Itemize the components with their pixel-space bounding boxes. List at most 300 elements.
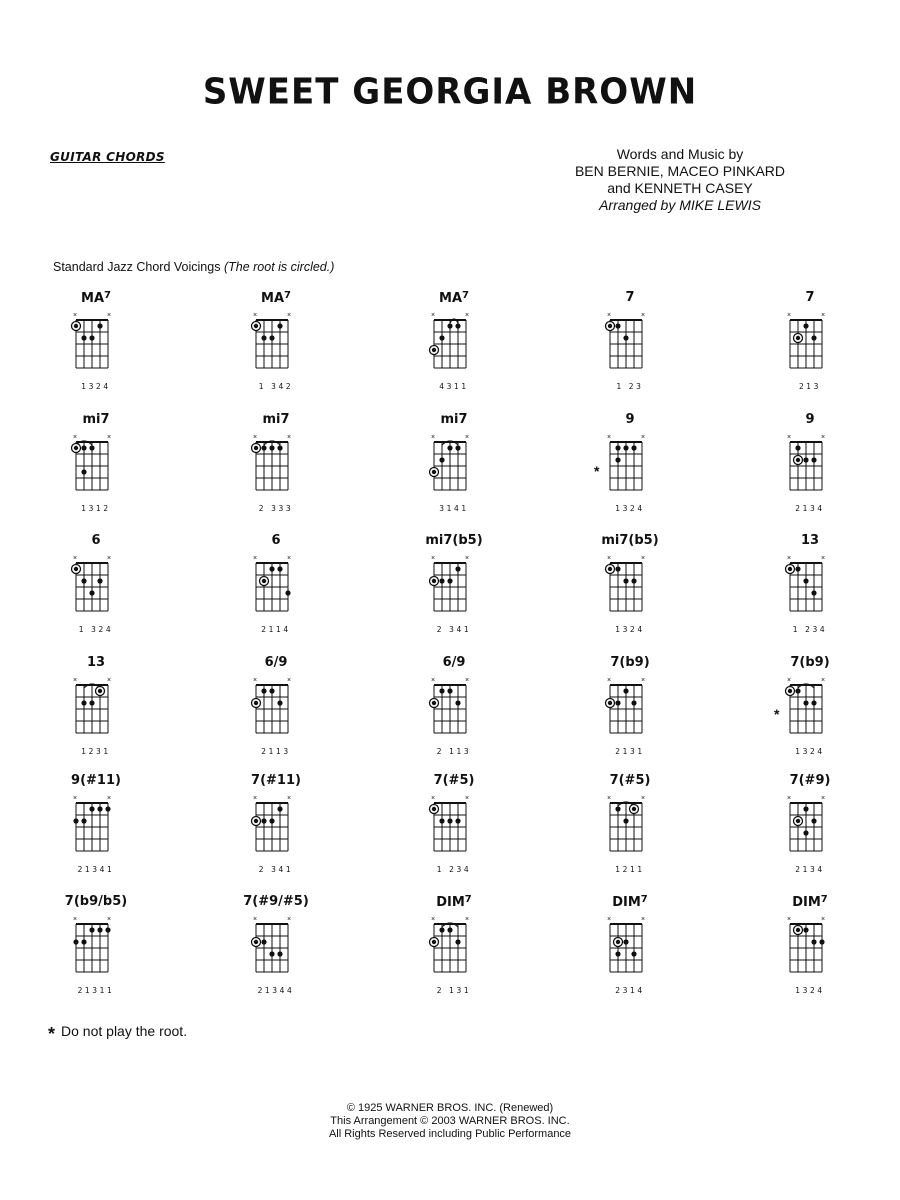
mute-marker: ×: [286, 312, 292, 319]
root-note-dot: [796, 458, 800, 462]
chord-diagram: [384, 773, 524, 893]
mute-marker: ×: [464, 795, 470, 802]
mute-marker: ×: [72, 677, 78, 684]
root-note-dot: [608, 567, 612, 571]
root-note-dot: [796, 819, 800, 823]
chord-name-text: 7(#9): [789, 773, 831, 788]
finger-dot: [269, 335, 274, 340]
fretboard-diagram: [740, 912, 880, 988]
chord-name-text: 13: [86, 655, 106, 670]
chord-name-superscript: 7: [104, 290, 111, 301]
chord-diagram: [560, 773, 700, 893]
fingering-numbers: 21341: [77, 865, 115, 874]
mute-marker: ×: [286, 555, 292, 562]
credits-composers: and KENNETH CASEY: [607, 180, 753, 196]
finger-dot: [261, 445, 266, 450]
finger-dot: [623, 335, 628, 340]
chord-diagram: [206, 290, 346, 410]
mute-marker: ×: [640, 434, 646, 441]
fingering-numbers: 1 342: [258, 382, 294, 391]
finger-dot: [277, 445, 282, 450]
no-root-asterisk: *: [774, 706, 780, 722]
credits-line: Words and Music by: [616, 146, 744, 162]
chord-diagram: [26, 894, 166, 1014]
mute-marker: ×: [464, 312, 470, 319]
chord-diagram: [206, 412, 346, 532]
fingering-numbers: 1 234: [436, 865, 472, 874]
mute-marker: ×: [786, 434, 792, 441]
copyright-line: © 1925 WARNER BROS. INC. (Renewed): [346, 1102, 554, 1114]
chord-name-text: DIM: [436, 895, 465, 910]
finger-dot: [439, 578, 444, 583]
fingering-numbers: 21311: [77, 986, 115, 995]
finger-dot: [269, 688, 274, 693]
finger-dot: [803, 700, 808, 705]
mute-marker: ×: [430, 677, 436, 684]
fingering-numbers: 1324: [81, 382, 111, 391]
finger-dot: [615, 700, 620, 705]
finger-dot: [615, 951, 620, 956]
subtitle-note: (The root is circled.): [223, 260, 335, 274]
fretboard-diagram: [206, 673, 346, 749]
chord-name: [384, 412, 524, 427]
chord-name: [26, 894, 166, 909]
chord-name: [560, 290, 700, 305]
finger-dot: [447, 578, 452, 583]
mute-marker: ×: [252, 434, 258, 441]
finger-dot: [277, 323, 282, 328]
chord-diagram: [26, 773, 166, 893]
chord-name: [740, 290, 880, 305]
finger-dot: [811, 457, 816, 462]
chord-diagram: [740, 533, 880, 653]
mute-marker: ×: [106, 434, 112, 441]
finger-dot: [631, 445, 636, 450]
finger-dot: [89, 335, 94, 340]
finger-dot: [631, 951, 636, 956]
fretboard-diagram: [206, 912, 346, 988]
fretboard-diagram: [26, 912, 166, 988]
mute-marker: ×: [106, 312, 112, 319]
fretboard-diagram: [26, 673, 166, 749]
fingering-numbers: 2 131: [436, 986, 472, 995]
root-note-dot: [432, 940, 436, 944]
root-note-dot: [608, 701, 612, 705]
finger-dot: [447, 688, 452, 693]
chord-diagram: [384, 412, 524, 532]
mute-marker: ×: [606, 677, 612, 684]
chord-name: [26, 533, 166, 548]
root-note-dot: [74, 324, 78, 328]
finger-dot: [803, 830, 808, 835]
footnote: [48, 1020, 188, 1044]
chord-name: [560, 773, 700, 788]
fretboard-diagram: [206, 430, 346, 506]
chord-name: [206, 412, 346, 427]
fingering-numbers: 1 23: [616, 382, 644, 391]
root-note-dot: [608, 324, 612, 328]
fretboard-diagram: [26, 430, 166, 506]
chord-name-superscript: 7: [820, 894, 828, 905]
chord-name-text: 6/9: [264, 655, 288, 670]
fingering-numbers: 21344: [257, 986, 295, 995]
chord-name: [206, 655, 346, 670]
finger-dot: [81, 469, 86, 474]
finger-dot: [811, 335, 816, 340]
chord-name-text: mi7: [262, 412, 290, 427]
chord-name: [206, 533, 346, 548]
finger-dot: [795, 688, 800, 693]
fingering-numbers: 1 234: [792, 625, 828, 634]
chord-name: [560, 533, 700, 548]
finger-dot: [269, 566, 274, 571]
root-note-dot: [254, 701, 258, 705]
finger-dot: [105, 927, 110, 932]
fretboard-diagram: [560, 673, 700, 749]
finger-dot: [73, 939, 78, 944]
chord-name-text: DIM: [612, 895, 641, 910]
finger-dot: [455, 445, 460, 450]
mute-marker: ×: [820, 312, 826, 319]
root-note-dot: [254, 446, 258, 450]
chord-diagram: [740, 290, 880, 410]
chord-diagram: [26, 533, 166, 653]
mute-marker: ×: [606, 434, 612, 441]
finger-dot: [89, 806, 94, 811]
root-note-dot: [616, 940, 620, 944]
chord-name-text: 7: [805, 290, 815, 305]
mute-marker: ×: [72, 434, 78, 441]
finger-dot: [97, 578, 102, 583]
finger-dot: [623, 578, 628, 583]
finger-dot: [615, 445, 620, 450]
finger-dot: [447, 818, 452, 823]
mute-marker: ×: [786, 312, 792, 319]
fingering-numbers: 2 341: [436, 625, 472, 634]
chord-name: [740, 533, 880, 548]
mute-marker: ×: [820, 677, 826, 684]
fretboard-diagram: [26, 791, 166, 867]
mute-marker: ×: [72, 555, 78, 562]
finger-dot: [811, 939, 816, 944]
root-note-dot: [788, 567, 792, 571]
finger-dot: [615, 457, 620, 462]
fingering-numbers: 1324: [795, 986, 825, 995]
root-note-dot: [432, 701, 436, 705]
finger-dot: [811, 818, 816, 823]
fretboard-diagram: [560, 912, 700, 988]
finger-dot: [623, 939, 628, 944]
mute-marker: ×: [252, 795, 258, 802]
finger-dot: [623, 688, 628, 693]
mute-marker: ×: [430, 434, 436, 441]
mute-marker: ×: [252, 677, 258, 684]
chord-name-text: 7(b9/b5): [64, 894, 128, 909]
mute-marker: ×: [252, 916, 258, 923]
fingering-numbers: 3141: [439, 504, 469, 513]
chord-diagram: [560, 412, 700, 532]
copyright-line: All Rights Reserved including Public Performance: [328, 1128, 572, 1140]
fingering-numbers: 2134: [795, 504, 825, 513]
fingering-numbers: 1324: [795, 747, 825, 756]
fingering-numbers: 1324: [615, 504, 645, 513]
chord-name: [206, 290, 346, 306]
chord-diagram: [384, 533, 524, 653]
chord-diagram: [26, 655, 166, 775]
root-note-dot: [254, 819, 258, 823]
mute-marker: ×: [72, 795, 78, 802]
fretboard-diagram: [740, 551, 880, 627]
finger-dot: [447, 323, 452, 328]
mute-marker: ×: [430, 555, 436, 562]
finger-dot: [631, 578, 636, 583]
fingering-numbers: 2131: [615, 747, 645, 756]
chord-name: [26, 655, 166, 670]
root-note-dot: [796, 336, 800, 340]
mute-marker: ×: [252, 312, 258, 319]
chord-name-superscript: 7: [462, 290, 469, 301]
root-note-dot: [432, 348, 436, 352]
finger-dot: [81, 445, 86, 450]
mute-marker: ×: [464, 434, 470, 441]
fingering-numbers: 1 324: [78, 625, 114, 634]
finger-dot: [285, 590, 290, 595]
credits-block: [510, 146, 850, 214]
mute-marker: ×: [786, 795, 792, 802]
copyright-block: [0, 1102, 900, 1141]
finger-dot: [81, 939, 86, 944]
finger-dot: [105, 806, 110, 811]
chord-name-text: 9(#11): [71, 773, 121, 788]
fingering-numbers: 2 113: [436, 747, 472, 756]
finger-dot: [795, 566, 800, 571]
finger-dot: [89, 590, 94, 595]
root-note-dot: [788, 689, 792, 693]
chord-diagram: [26, 290, 166, 410]
mute-marker: ×: [252, 555, 258, 562]
chord-name-text: mi7(b5): [425, 533, 483, 548]
fingering-numbers: 2 341: [258, 865, 294, 874]
mute-marker: ×: [106, 677, 112, 684]
chord-name: [26, 773, 166, 788]
finger-dot: [439, 335, 444, 340]
chord-diagram: [206, 533, 346, 653]
fretboard-diagram: [384, 551, 524, 627]
page-title: SWEET GEORGIA BROWN: [202, 71, 698, 113]
fretboard-diagram: [206, 551, 346, 627]
finger-dot: [811, 590, 816, 595]
mute-marker: ×: [640, 677, 646, 684]
fingering-numbers: 2314: [615, 986, 645, 995]
chord-name: [560, 412, 700, 427]
mute-marker: ×: [106, 555, 112, 562]
fretboard-diagram: [384, 673, 524, 749]
chord-diagram: [384, 290, 524, 410]
credits-composers: BEN BERNIE, MACEO PINKARD: [574, 163, 786, 179]
finger-dot: [455, 700, 460, 705]
root-note-dot: [98, 689, 102, 693]
chord-name: [560, 655, 700, 670]
finger-dot: [455, 566, 460, 571]
chord-name-text: 6: [271, 533, 281, 548]
mute-marker: ×: [72, 916, 78, 923]
chord-name: [26, 290, 166, 306]
finger-dot: [81, 818, 86, 823]
fretboard-diagram: [206, 308, 346, 384]
footnote-mark: *: [48, 1024, 56, 1044]
chord-name-superscript: 7: [284, 290, 291, 301]
root-note-dot: [432, 807, 436, 811]
finger-dot: [615, 323, 620, 328]
fingering-numbers: 1211: [615, 865, 645, 874]
chord-name-text: mi7: [82, 412, 110, 427]
finger-dot: [615, 806, 620, 811]
fingering-numbers: 1312: [81, 504, 111, 513]
fingering-numbers: 2 333: [258, 504, 294, 513]
chord-name-text: 6: [91, 533, 101, 548]
finger-dot: [439, 818, 444, 823]
chord-name-text: MA: [81, 291, 105, 306]
finger-dot: [261, 939, 266, 944]
mute-marker: ×: [286, 916, 292, 923]
chord-name-text: 7(b9): [610, 655, 650, 670]
finger-dot: [89, 445, 94, 450]
fingering-numbers: 1231: [81, 747, 111, 756]
fingering-numbers: 1324: [615, 625, 645, 634]
fingering-numbers: 2114: [261, 625, 291, 634]
chord-name: [206, 773, 346, 788]
fingering-numbers: 2113: [261, 747, 291, 756]
finger-dot: [81, 700, 86, 705]
chord-name-text: 13: [800, 533, 820, 548]
finger-dot: [81, 335, 86, 340]
chord-name: [740, 773, 880, 788]
chord-diagram: [26, 412, 166, 532]
chord-name: [740, 412, 880, 427]
finger-dot: [269, 951, 274, 956]
mute-marker: ×: [606, 795, 612, 802]
chord-name-text: MA: [439, 291, 463, 306]
chord-name: [384, 290, 524, 306]
fretboard-diagram: [384, 308, 524, 384]
fretboard-diagram: [26, 551, 166, 627]
no-root-asterisk: *: [594, 463, 600, 479]
fingering-numbers: 2134: [795, 865, 825, 874]
fretboard-diagram: [384, 430, 524, 506]
finger-dot: [803, 806, 808, 811]
finger-dot: [261, 335, 266, 340]
finger-dot: [803, 457, 808, 462]
chord-diagram: [560, 290, 700, 410]
finger-dot: [623, 445, 628, 450]
mute-marker: ×: [286, 677, 292, 684]
chord-name-text: 7(#9/#5): [243, 894, 309, 909]
mute-marker: ×: [606, 555, 612, 562]
finger-dot: [623, 818, 628, 823]
finger-dot: [89, 700, 94, 705]
finger-dot: [803, 323, 808, 328]
finger-dot: [455, 939, 460, 944]
root-note-dot: [74, 446, 78, 450]
mute-marker: ×: [464, 555, 470, 562]
chord-name-text: 7(#5): [609, 773, 651, 788]
mute-marker: ×: [286, 795, 292, 802]
fretboard-diagram: [560, 791, 700, 867]
fingering-numbers: 213: [798, 382, 822, 391]
mute-marker: ×: [606, 312, 612, 319]
fretboard-diagram: [560, 308, 700, 384]
fretboard-diagram: [206, 791, 346, 867]
finger-dot: [455, 323, 460, 328]
finger-dot: [447, 927, 452, 932]
fretboard-diagram: [384, 912, 524, 988]
chord-diagram: [740, 773, 880, 893]
chord-name-text: 6/9: [442, 655, 466, 670]
chord-name-text: 7(#5): [433, 773, 475, 788]
mute-marker: ×: [106, 916, 112, 923]
finger-dot: [89, 927, 94, 932]
chord-diagram: [384, 894, 524, 1014]
subtitle: [53, 260, 334, 274]
chord-name: [206, 894, 346, 909]
root-note-dot: [796, 928, 800, 932]
finger-dot: [803, 927, 808, 932]
mute-marker: ×: [820, 434, 826, 441]
root-note-dot: [432, 470, 436, 474]
finger-dot: [269, 818, 274, 823]
mute-marker: ×: [430, 795, 436, 802]
finger-dot: [439, 457, 444, 462]
chord-name-text: mi7(b5): [601, 533, 659, 548]
mute-marker: ×: [72, 312, 78, 319]
mute-marker: ×: [640, 555, 646, 562]
mute-marker: ×: [820, 916, 826, 923]
root-note-dot: [262, 579, 266, 583]
fretboard-diagram: [560, 551, 700, 627]
chord-name: [740, 894, 880, 910]
finger-dot: [803, 578, 808, 583]
finger-dot: [439, 927, 444, 932]
root-note-dot: [632, 807, 636, 811]
mute-marker: ×: [430, 916, 436, 923]
fretboard-diagram: [26, 308, 166, 384]
chord-name-text: mi7: [440, 412, 468, 427]
fretboard-diagram: [560, 430, 700, 506]
chord-diagram: [740, 894, 880, 1014]
footnote-text: Do not play the root.: [61, 1023, 188, 1039]
finger-dot: [277, 951, 282, 956]
chord-name: [560, 894, 700, 910]
chord-name-text: DIM: [792, 895, 821, 910]
chord-diagram: [560, 655, 700, 775]
mute-marker: ×: [640, 312, 646, 319]
section-label: GUITAR CHORDS: [50, 150, 165, 164]
chord-name-text: 7(b9): [790, 655, 830, 670]
finger-dot: [73, 818, 78, 823]
chord-name: [384, 894, 524, 910]
mute-marker: ×: [786, 916, 792, 923]
fretboard-diagram: [740, 673, 880, 749]
mute-marker: ×: [820, 795, 826, 802]
chord-name-text: 9: [805, 412, 815, 427]
chord-diagram: [560, 894, 700, 1014]
root-note-dot: [254, 940, 258, 944]
finger-dot: [795, 445, 800, 450]
finger-dot: [97, 927, 102, 932]
chord-diagram: [384, 655, 524, 775]
chord-name-superscript: 7: [464, 894, 472, 905]
subtitle-text: Standard Jazz Chord Voicings: [53, 260, 221, 274]
